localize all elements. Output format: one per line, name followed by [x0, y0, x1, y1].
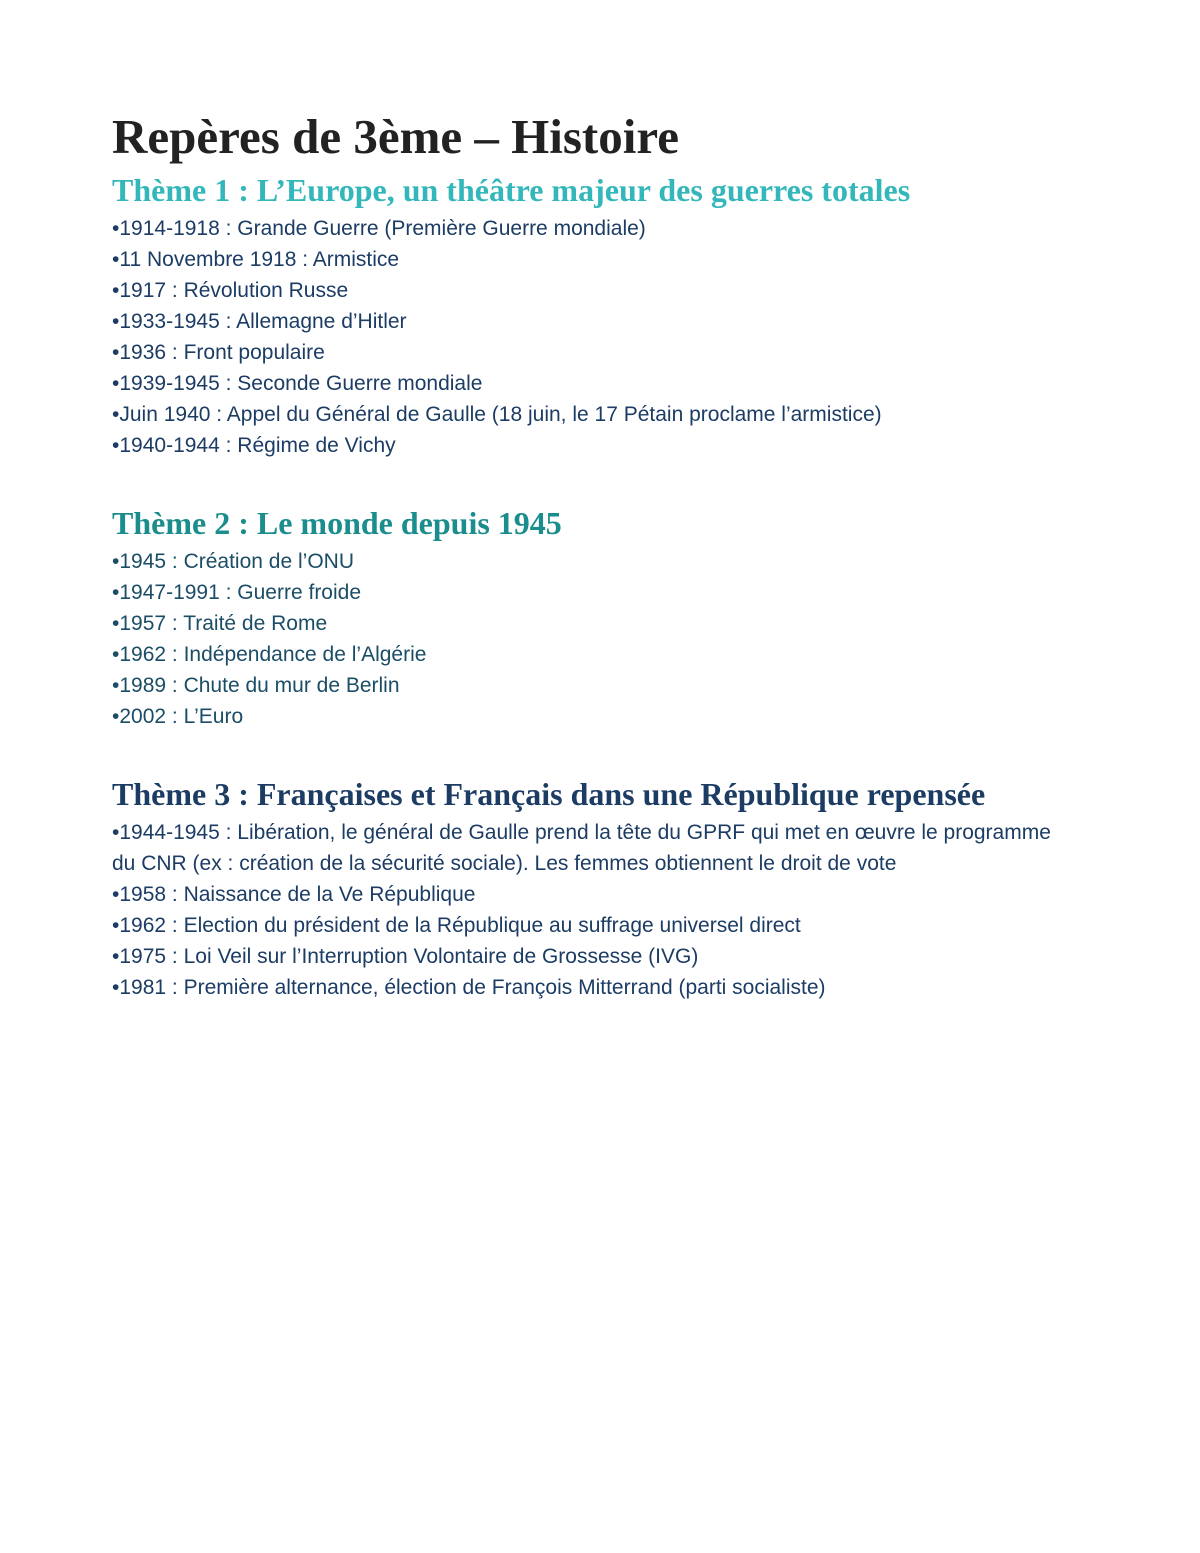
- bullet: •: [112, 434, 120, 457]
- list-item-text: 1962 : Indépendance de l’Algérie: [119, 643, 427, 666]
- list-item: [112, 430, 1072, 461]
- list-item-text: 1945 : Création de l’ONU: [119, 550, 354, 573]
- list-item-text: 1939-1945 : Seconde Guerre mondiale: [119, 372, 483, 395]
- list-item: [112, 399, 1072, 430]
- repere-list: [112, 817, 1072, 1003]
- list-item: [112, 213, 1072, 244]
- list-item: [112, 368, 1072, 399]
- bullet: •: [112, 217, 120, 240]
- bullet: •: [112, 945, 120, 968]
- list-item-text: 1940-1944 : Régime de Vichy: [119, 434, 396, 457]
- list-item: [112, 639, 1072, 670]
- bullet: •: [112, 914, 120, 937]
- list-item-text: 1975 : Loi Veil sur l’Interruption Volontaire de Grossesse (IVG): [119, 945, 699, 968]
- list-item: [112, 972, 1072, 1003]
- list-item-text: 1914-1918 : Grande Guerre (Première Guerre mondiale): [119, 217, 646, 240]
- document-title: Repères de 3ème – Histoire: [112, 109, 679, 164]
- list-item: [112, 275, 1072, 306]
- bullet: •: [112, 248, 120, 271]
- list-item: [112, 306, 1072, 337]
- list-item: [112, 941, 1072, 972]
- list-item-text: 2002 : L’Euro: [119, 705, 244, 728]
- list-item: [112, 817, 1072, 879]
- list-item: [112, 608, 1072, 639]
- list-item-text: 1957 : Traité de Rome: [119, 612, 328, 635]
- section-theme-2: [112, 507, 1072, 732]
- bullet: •: [112, 883, 120, 906]
- bullet: •: [112, 279, 120, 302]
- bullet: •: [112, 403, 120, 426]
- section-theme-3: [112, 778, 1072, 1003]
- section-title: Thème 2 : Le monde depuis 1945: [112, 505, 562, 541]
- list-item-text: 1917 : Révolution Russe: [119, 279, 349, 302]
- list-item-text: 1981 : Première alternance, élection de François Mitterrand (parti socialiste): [119, 976, 826, 999]
- bullet: •: [112, 581, 120, 604]
- list-item-text: 1944-1945 : Libération, le général de Gaulle prend la tête du GPRF qui met en œuvre le programme du CNR (ex : création de la sécurité sociale). Les femmes obtiennent le droit de vote: [112, 821, 1051, 875]
- bullet: •: [112, 705, 120, 728]
- repere-list: [112, 213, 1072, 461]
- bullet: •: [112, 341, 120, 364]
- bullet: •: [112, 550, 120, 573]
- list-item-text: 11 Novembre 1918 : Armistice: [119, 248, 400, 271]
- bullet: •: [112, 372, 120, 395]
- list-item: [112, 337, 1072, 368]
- list-item: [112, 546, 1072, 577]
- list-item: [112, 577, 1072, 608]
- bullet: •: [112, 612, 120, 635]
- list-item-text: Juin 1940 : Appel du Général de Gaulle (18 juin, le 17 Pétain proclame l’armistice): [119, 403, 882, 426]
- bullet: •: [112, 674, 120, 697]
- bullet: •: [112, 643, 120, 666]
- list-item-text: 1989 : Chute du mur de Berlin: [119, 674, 400, 697]
- section-title: Thème 1 : L’Europe, un théâtre majeur des guerres totales: [112, 172, 911, 208]
- list-item-text: 1962 : Election du président de la République au suffrage universel direct: [119, 914, 801, 937]
- section-title: Thème 3 : Françaises et Français dans une République repensée: [112, 776, 986, 812]
- list-item-text: 1947-1991 : Guerre froide: [119, 581, 362, 604]
- list-item-text: 1958 : Naissance de la Ve République: [119, 883, 476, 906]
- list-item: [112, 244, 1072, 275]
- list-item-text: 1933-1945 : Allemagne d’Hitler: [119, 310, 407, 333]
- list-item: [112, 910, 1072, 941]
- section-theme-1: [112, 174, 1072, 461]
- bullet: •: [112, 976, 120, 999]
- list-item: [112, 670, 1072, 701]
- list-item: [112, 879, 1072, 910]
- repere-list: [112, 546, 1072, 732]
- list-item: [112, 701, 1072, 732]
- bullet: •: [112, 821, 120, 844]
- list-item-text: 1936 : Front populaire: [119, 341, 325, 364]
- bullet: •: [112, 310, 120, 333]
- document-page: [112, 109, 1072, 1003]
